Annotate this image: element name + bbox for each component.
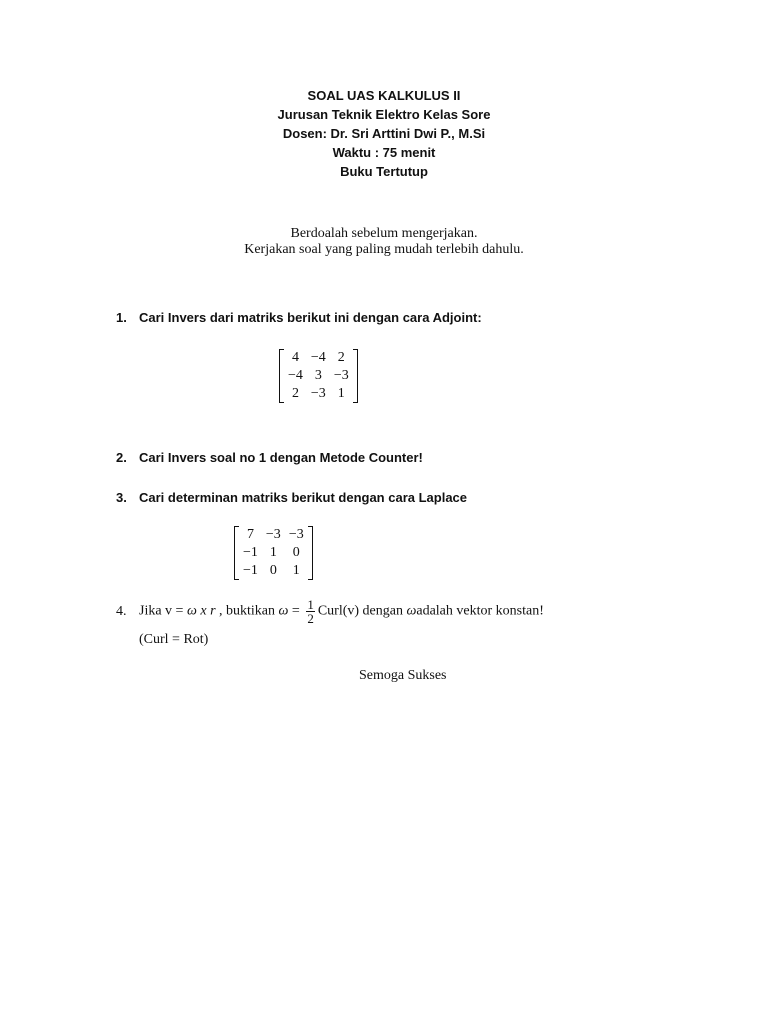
matrix-cell: −3 xyxy=(333,368,349,383)
matrix-cell: −1 xyxy=(243,545,258,560)
matrix-cell: 2 xyxy=(337,350,345,365)
question-number: 2. xyxy=(116,450,127,465)
matrix-cell: 3 xyxy=(314,368,322,383)
exam-mode: Buku Tertutup xyxy=(340,164,428,179)
question-number: 1. xyxy=(116,310,127,325)
omega-symbol: ω xyxy=(186,603,197,619)
question-text: Cari Invers soal no 1 dengan Metode Counter! xyxy=(139,450,423,465)
exam-title: SOAL UAS KALKULUS II xyxy=(307,88,461,103)
r-symbol: r xyxy=(210,603,216,619)
matrix-cell: −1 xyxy=(243,563,258,578)
fraction-denominator: 2 xyxy=(307,611,314,626)
matrix-cell: 2 xyxy=(291,386,299,401)
question-2 xyxy=(116,449,423,467)
instructions xyxy=(0,226,768,258)
instruction-order: Kerjakan soal yang paling mudah terlebih dahulu. xyxy=(244,242,524,257)
curl-text: Curl(v) dengan xyxy=(317,603,407,619)
question-text: Cari Invers dari matriks berikut ini dengan cara Adjoint: xyxy=(139,310,482,325)
cross-symbol: x xyxy=(196,603,211,619)
exam-header xyxy=(0,86,768,181)
matrix-cell: 0 xyxy=(292,545,300,560)
question-text: Cari determinan matriks berikut dengan cara Laplace xyxy=(139,490,468,505)
q4-text-a: Jika v = xyxy=(139,603,187,619)
matrix-cell: −3 xyxy=(288,527,304,542)
equals-sign: = xyxy=(288,603,304,619)
question-3 xyxy=(116,489,467,507)
fraction-one-half xyxy=(306,598,315,625)
matrix-cell: 1 xyxy=(337,386,345,401)
omega-symbol: ω xyxy=(406,603,417,619)
question-4-note: (Curl = Rot) xyxy=(139,632,209,647)
lecturer: Dosen: Dr. Sri Arttini Dwi P., M.Si xyxy=(282,126,486,141)
matrix-cell: −4 xyxy=(288,368,303,383)
q4-text-b: , buktikan xyxy=(215,603,279,619)
q4-text-c: adalah vektor konstan! xyxy=(416,603,544,619)
question-number: 4. xyxy=(116,603,127,619)
question-1 xyxy=(116,309,482,327)
matrix-2 xyxy=(234,526,313,580)
matrix-cell: −3 xyxy=(310,386,326,401)
instruction-pray: Berdoalah sebelum mengerjakan. xyxy=(290,226,478,241)
fraction-numerator: 1 xyxy=(307,597,314,612)
matrix-cell: 0 xyxy=(269,563,277,578)
question-number: 3. xyxy=(116,490,127,505)
question-4 xyxy=(116,598,544,625)
matrix-cell: −4 xyxy=(310,350,326,365)
matrix-1 xyxy=(279,349,358,403)
matrix-cell: 1 xyxy=(269,545,277,560)
department: Jurusan Teknik Elektro Kelas Sore xyxy=(277,107,491,122)
matrix-cell: −3 xyxy=(265,527,281,542)
omega-symbol: ω xyxy=(278,603,289,619)
matrix-cell: 1 xyxy=(292,563,300,578)
matrix-cell: 7 xyxy=(246,527,254,542)
closing-message: Semoga Sukses xyxy=(359,668,447,683)
duration: Waktu : 75 menit xyxy=(332,145,436,160)
matrix-cell: 4 xyxy=(291,350,299,365)
